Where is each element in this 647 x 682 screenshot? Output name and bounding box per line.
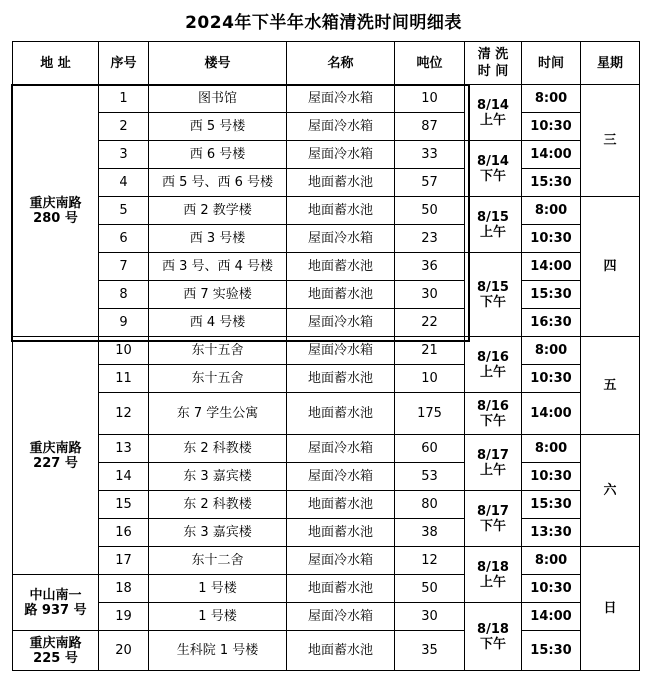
building-cell: 东十二舍 (149, 547, 287, 575)
seq-cell: 9 (99, 309, 149, 337)
name-cell: 地面蓄水池 (287, 519, 395, 547)
tonnage-cell: 30 (395, 603, 465, 631)
name-cell: 地面蓄水池 (287, 365, 395, 393)
name-cell: 地面蓄水池 (287, 491, 395, 519)
header-time: 时间 (522, 42, 581, 85)
name-cell: 地面蓄水池 (287, 631, 395, 671)
time-cell: 10:30 (522, 463, 581, 491)
period-label: 上午 (479, 364, 506, 380)
seq-cell: 19 (99, 603, 149, 631)
name-cell: 地面蓄水池 (287, 575, 395, 603)
time-cell: 15:30 (522, 281, 581, 309)
time-cell: 13:30 (522, 519, 581, 547)
name-cell: 屋面冷水箱 (287, 309, 395, 337)
tonnage-cell: 50 (395, 575, 465, 603)
building-cell: 西 3 号、西 4 号楼 (149, 253, 287, 281)
name-cell: 屋面冷水箱 (287, 603, 395, 631)
name-cell: 地面蓄水池 (287, 169, 395, 197)
tonnage-cell: 175 (395, 393, 465, 435)
weekday-cell: 日 (581, 547, 640, 671)
date-cell (465, 337, 522, 393)
date-label: 8/17 (477, 447, 509, 463)
address-cell (13, 85, 99, 337)
time-cell: 16:30 (522, 309, 581, 337)
date-label: 8/16 (477, 349, 509, 365)
seq-cell: 17 (99, 547, 149, 575)
date-cell (465, 435, 522, 491)
time-cell: 14:00 (522, 141, 581, 169)
schedule-table (12, 41, 640, 671)
tonnage-cell: 53 (395, 463, 465, 491)
seq-cell: 10 (99, 337, 149, 365)
name-cell: 屋面冷水箱 (287, 113, 395, 141)
tonnage-cell: 33 (395, 141, 465, 169)
seq-cell: 4 (99, 169, 149, 197)
building-cell: 东 2 科教楼 (149, 491, 287, 519)
name-cell: 屋面冷水箱 (287, 141, 395, 169)
seq-cell: 11 (99, 365, 149, 393)
tonnage-cell: 57 (395, 169, 465, 197)
header-clean-time (465, 42, 522, 85)
header-tonnage: 吨位 (395, 42, 465, 85)
name-cell: 屋面冷水箱 (287, 337, 395, 365)
period-label: 下午 (479, 413, 506, 429)
address-line: 路 937 号 (24, 602, 87, 618)
name-cell: 屋面冷水箱 (287, 547, 395, 575)
seq-cell: 8 (99, 281, 149, 309)
seq-cell: 15 (99, 491, 149, 519)
time-cell: 8:00 (522, 337, 581, 365)
table-row (13, 309, 640, 337)
time-cell: 14:00 (522, 253, 581, 281)
time-cell: 15:30 (522, 491, 581, 519)
tonnage-cell: 21 (395, 337, 465, 365)
seq-cell: 14 (99, 463, 149, 491)
seq-cell: 20 (99, 631, 149, 671)
time-cell: 10:30 (522, 575, 581, 603)
name-cell: 屋面冷水箱 (287, 463, 395, 491)
date-cell (465, 197, 522, 253)
building-cell: 东 3 嘉宾楼 (149, 463, 287, 491)
seq-cell: 16 (99, 519, 149, 547)
seq-cell: 1 (99, 85, 149, 113)
time-cell: 8:00 (522, 85, 581, 113)
weekday-cell: 五 (581, 337, 640, 435)
name-cell: 屋面冷水箱 (287, 225, 395, 253)
building-cell: 西 6 号楼 (149, 141, 287, 169)
date-cell (465, 85, 522, 141)
building-cell: 东 3 嘉宾楼 (149, 519, 287, 547)
header-address: 地 址 (13, 42, 99, 85)
seq-cell: 3 (99, 141, 149, 169)
date-cell (465, 491, 522, 547)
address-cell (13, 631, 99, 671)
period-label: 上午 (479, 574, 506, 590)
seq-cell: 18 (99, 575, 149, 603)
tonnage-cell: 23 (395, 225, 465, 253)
name-cell: 屋面冷水箱 (287, 435, 395, 463)
table-row (13, 519, 640, 547)
tonnage-cell: 30 (395, 281, 465, 309)
header-seq: 序号 (99, 42, 149, 85)
address-line: 中山南一 (29, 587, 82, 603)
building-cell: 西 3 号楼 (149, 225, 287, 253)
date-label: 8/14 (477, 153, 509, 169)
table-row (13, 463, 640, 491)
header-clean-time-line2: 时 间 (477, 64, 509, 79)
seq-cell: 2 (99, 113, 149, 141)
table-row (13, 337, 640, 365)
name-cell: 地面蓄水池 (287, 281, 395, 309)
seq-cell: 13 (99, 435, 149, 463)
time-cell: 15:30 (522, 169, 581, 197)
date-label: 8/17 (477, 503, 509, 519)
tonnage-cell: 50 (395, 197, 465, 225)
date-label: 8/18 (477, 621, 509, 637)
building-cell: 东 2 科教楼 (149, 435, 287, 463)
tonnage-cell: 10 (395, 85, 465, 113)
tonnage-cell: 36 (395, 253, 465, 281)
building-cell: 图书馆 (149, 85, 287, 113)
date-label: 8/18 (477, 559, 509, 575)
time-cell: 14:00 (522, 393, 581, 435)
table-row (13, 141, 640, 169)
building-cell: 西 5 号、西 6 号楼 (149, 169, 287, 197)
address-line: 227 号 (33, 455, 78, 471)
table-row (13, 547, 640, 575)
table-row (13, 225, 640, 253)
period-label: 上午 (479, 112, 506, 128)
address-line: 重庆南路 (29, 635, 82, 651)
tonnage-cell: 80 (395, 491, 465, 519)
table-row (13, 603, 640, 631)
name-cell: 地面蓄水池 (287, 253, 395, 281)
building-cell: 东十五舍 (149, 337, 287, 365)
time-cell: 8:00 (522, 435, 581, 463)
building-cell: 生科院 1 号楼 (149, 631, 287, 671)
header-row (13, 42, 640, 85)
address-cell (13, 337, 99, 575)
period-label: 上午 (479, 224, 506, 240)
date-cell (465, 393, 522, 435)
weekday-cell: 三 (581, 85, 640, 197)
time-cell: 8:00 (522, 197, 581, 225)
table-row (13, 365, 640, 393)
date-cell (465, 141, 522, 197)
address-line: 重庆南路 (29, 195, 82, 211)
weekday-cell: 六 (581, 435, 640, 547)
address-line: 重庆南路 (29, 440, 82, 456)
table-row (13, 197, 640, 225)
table-row (13, 113, 640, 141)
building-cell: 1 号楼 (149, 575, 287, 603)
table-row (13, 631, 640, 671)
table-row (13, 85, 640, 113)
weekday-cell: 四 (581, 197, 640, 337)
table-row (13, 281, 640, 309)
header-name: 名称 (287, 42, 395, 85)
table-row (13, 575, 640, 603)
tonnage-cell: 10 (395, 365, 465, 393)
period-label: 上午 (479, 462, 506, 478)
date-cell (465, 253, 522, 337)
address-line: 225 号 (33, 650, 78, 666)
building-cell: 西 2 教学楼 (149, 197, 287, 225)
name-cell: 地面蓄水池 (287, 393, 395, 435)
time-cell: 14:00 (522, 603, 581, 631)
period-label: 下午 (479, 518, 506, 534)
building-cell: 1 号楼 (149, 603, 287, 631)
address-cell (13, 575, 99, 631)
time-cell: 8:00 (522, 547, 581, 575)
seq-cell: 5 (99, 197, 149, 225)
tonnage-cell: 60 (395, 435, 465, 463)
date-label: 8/16 (477, 398, 509, 414)
time-cell: 10:30 (522, 225, 581, 253)
name-cell: 地面蓄水池 (287, 197, 395, 225)
building-cell: 西 7 实验楼 (149, 281, 287, 309)
date-label: 8/15 (477, 279, 509, 295)
table-row (13, 253, 640, 281)
page-title: 2024年下半年水箱清洗时间明细表 (185, 13, 462, 33)
seq-cell: 6 (99, 225, 149, 253)
period-label: 下午 (479, 168, 506, 184)
tonnage-cell: 22 (395, 309, 465, 337)
date-cell (465, 603, 522, 671)
tonnage-cell: 87 (395, 113, 465, 141)
seq-cell: 7 (99, 253, 149, 281)
period-label: 下午 (479, 636, 506, 652)
date-label: 8/14 (477, 97, 509, 113)
table-row (13, 491, 640, 519)
date-cell (465, 547, 522, 603)
name-cell: 屋面冷水箱 (287, 85, 395, 113)
table-row (13, 169, 640, 197)
seq-cell: 12 (99, 393, 149, 435)
header-weekday: 星期 (581, 42, 640, 85)
time-cell: 10:30 (522, 113, 581, 141)
table-row (13, 393, 640, 435)
tonnage-cell: 12 (395, 547, 465, 575)
address-line: 280 号 (33, 210, 78, 226)
building-cell: 西 4 号楼 (149, 309, 287, 337)
date-label: 8/15 (477, 209, 509, 225)
building-cell: 东十五舍 (149, 365, 287, 393)
header-clean-time-line1: 清 洗 (477, 47, 509, 62)
building-cell: 东 7 学生公寓 (149, 393, 287, 435)
table-row (13, 435, 640, 463)
header-building: 楼号 (149, 42, 287, 85)
tonnage-cell: 35 (395, 631, 465, 671)
time-cell: 10:30 (522, 365, 581, 393)
tonnage-cell: 38 (395, 519, 465, 547)
period-label: 下午 (479, 294, 506, 310)
time-cell: 15:30 (522, 631, 581, 671)
building-cell: 西 5 号楼 (149, 113, 287, 141)
